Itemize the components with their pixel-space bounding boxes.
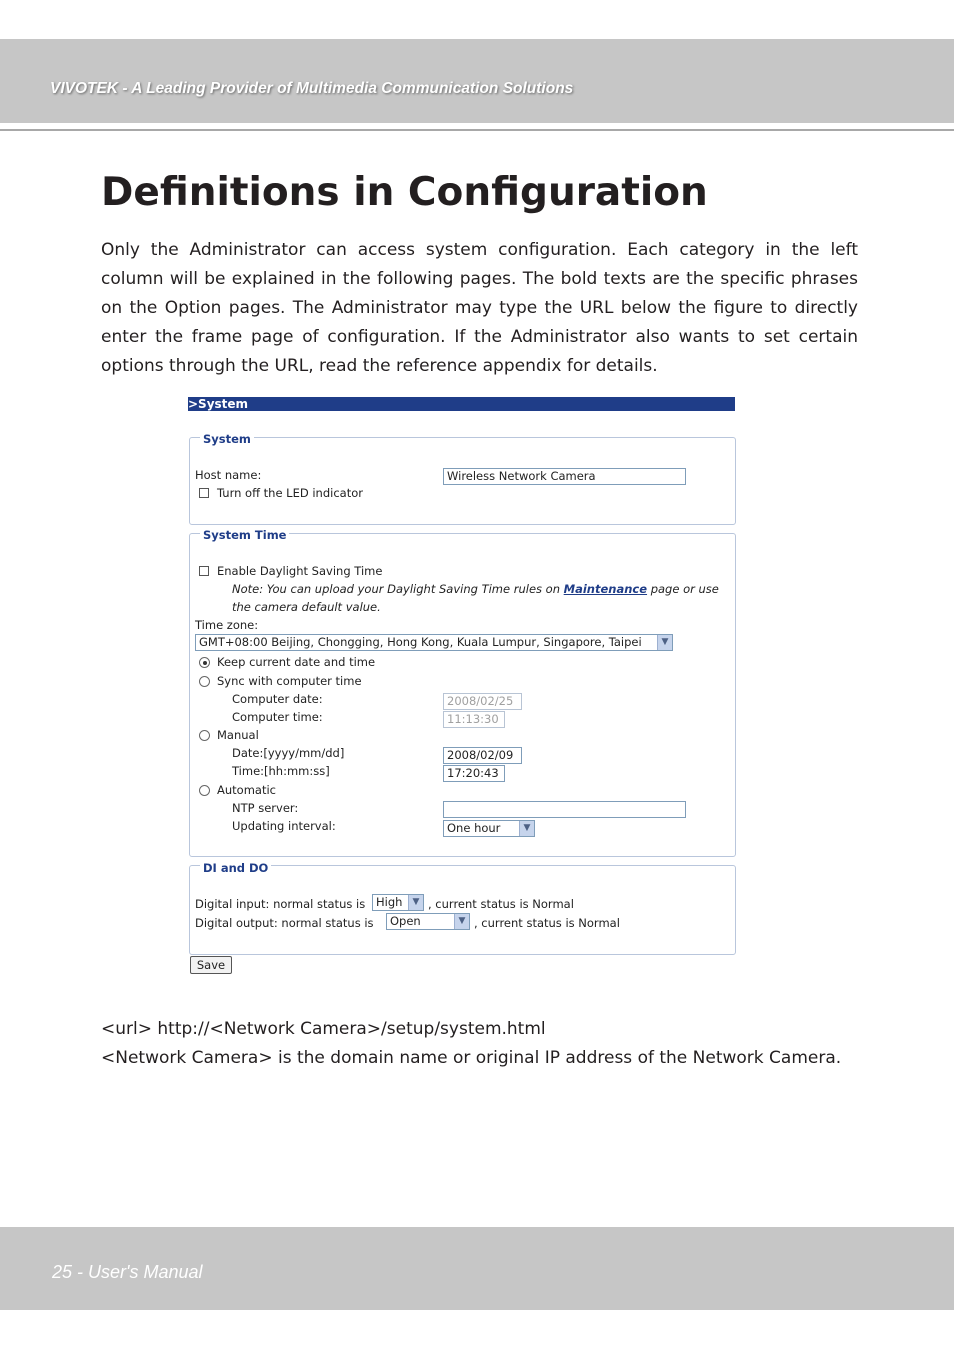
dst-label: Enable Daylight Saving Time [217,564,383,578]
digital-output-prefix: Digital output: normal status is [195,916,374,930]
sync-computer-label: Sync with computer time [217,674,362,688]
digital-input-select[interactable] [372,894,424,911]
updating-interval-label: Updating interval: [232,819,336,833]
chevron-down-icon: ▼ [657,635,672,650]
time-zone-value: GMT+08:00 Beijing, Chongging, Hong Kong, Kuala Lumpur, Singapore, Taipei [199,635,642,649]
manual-radio[interactable] [199,730,210,741]
system-title-text: >System [188,397,249,411]
manual-date-label: Date:[yyyy/mm/dd] [232,746,345,760]
digital-output-value: Open [390,914,421,928]
digital-output-select[interactable] [386,913,470,930]
system-title-bar [188,397,735,411]
page-title: Definitions in Configuration [101,170,708,215]
header-tagline: VIVOTEK - A Leading Provider of Multimedia Communication Solutions [50,80,574,97]
system-config-screenshot [188,396,736,976]
ntp-server-input[interactable] [443,801,686,818]
chevron-down-icon: ▼ [519,821,534,836]
updating-interval-value: One hour [447,821,501,835]
network-camera-note: <Network Camera> is the domain name or original IP address of the Network Camera. [101,1048,842,1068]
digital-output-suffix: , current status is Normal [474,916,620,930]
manual-time-label: Time:[hh:mm:ss] [232,764,330,778]
system-group-legend: System [200,432,254,446]
dst-note-prefix: Note: You can upload your Daylight Saving Time rules on [232,582,560,596]
digital-input-suffix: , current status is Normal [428,897,574,911]
host-name-input[interactable]: Wireless Network Camera [443,468,686,485]
di-do-legend: DI and DO [200,861,271,875]
manual-time-input[interactable]: 17:20:43 [443,765,505,782]
automatic-radio[interactable] [199,785,210,796]
host-name-label: Host name: [195,468,262,482]
keep-time-label: Keep current date and time [217,655,376,669]
led-label: Turn off the LED indicator [217,486,363,500]
chevron-down-icon: ▼ [454,914,469,929]
updating-interval-select[interactable] [443,820,535,837]
footer-page-label: 25 - User's Manual [52,1262,203,1282]
time-zone-label: Time zone: [195,618,259,632]
system-time-legend: System Time [200,528,289,542]
dst-checkbox[interactable] [199,566,209,576]
computer-date-input: 2008/02/25 [443,693,522,710]
intro-paragraph: Only the Administrator can access system configuration. Each category in the left column will be explained in the following pages. The bold texts are the specific phrases on the Option pages. The Administrator may type the URL below the figure to directly enter the frame page of configuration. If the Administrator also wants to set certain options through the URL, read the reference appendix for details. [101,240,858,376]
manual-label: Manual [217,728,259,742]
keep-time-radio[interactable] [199,657,210,668]
header-divider [0,129,954,131]
manual-date-input[interactable]: 2008/02/09 [443,747,522,764]
url-line: <url> http://<Network Camera>/setup/system.html [101,1019,546,1039]
ntp-server-label: NTP server: [232,801,299,815]
dst-note-line2: the camera default value. [232,600,381,614]
maintenance-link[interactable]: Maintenance [563,582,648,596]
computer-time-label: Computer time: [232,710,323,724]
chevron-down-icon: ▼ [408,895,423,910]
computer-time-input: 11:13:30 [443,711,505,728]
automatic-label: Automatic [217,783,276,797]
computer-date-label: Computer date: [232,692,323,706]
led-checkbox[interactable] [199,488,209,498]
digital-input-prefix: Digital input: normal status is [195,897,366,911]
save-button[interactable]: Save [190,956,232,974]
digital-input-value: High [376,895,403,909]
time-zone-select[interactable] [195,634,673,651]
dst-note-line1 [232,582,719,596]
sync-computer-radio[interactable] [199,676,210,687]
dst-note-suffix: page or use [650,582,719,596]
